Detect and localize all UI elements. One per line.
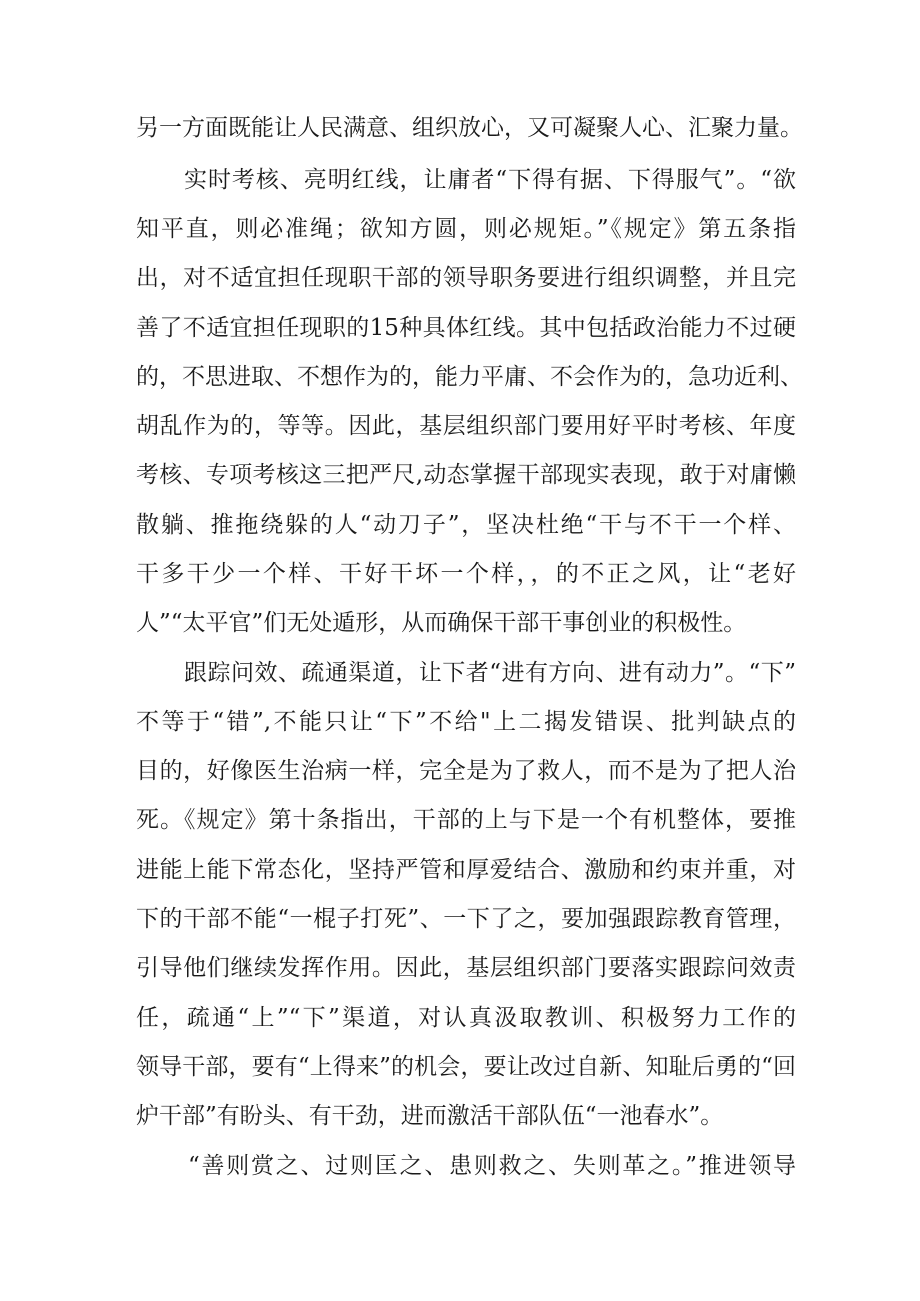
text-line: 另一方面既能让人民满意、组织放心，又可凝聚人心、汇聚力量。: [136, 115, 803, 141]
text-line: 的，不思进取、不想作为的，能力平庸、不会作为的，急功近利、: [136, 364, 803, 390]
text-line: 考核、专项考核这三把严尺,动态掌握干部现实表现，敢于对庸懒: [136, 462, 796, 488]
text-line: 目的，好像医生治病一样，完全是为了救人，而不是为了把人治: [136, 758, 796, 784]
text-line: 炉干部”有盼头、有干劲，进而激活干部队伍“一池春水”。: [136, 1103, 724, 1129]
text-line: 死。《规定》第十条指出，干部的上与下是一个有机整体，要推: [136, 807, 796, 833]
text-line: 善了不适宜担任现职的15种具体红线。其中包括政治能力不过硬: [136, 315, 796, 341]
paragraph-start-line: 实时考核、亮明红线，让庸者“下得有据、下得服气”。“欲: [184, 167, 796, 193]
text-line: 下的干部不能“一棍子打死”、一下了之，要加强跟踪教育管理，: [136, 906, 796, 932]
text-line: 散躺、推拖绕躲的人“动刀子”，坚决杜绝“干与不干一个样、: [136, 512, 796, 538]
text-line: 知平直，则必准绳；欲知方圆，则必规矩。”《规定》第五条指: [136, 216, 796, 242]
paragraph-start-line: “善则赏之、过则匡之、患则救之、失则革之。”推进领导: [188, 1153, 796, 1179]
text-line: 领导干部，要有“上得来”的机会，要让改过自新、知耻后勇的“回: [136, 1054, 796, 1080]
text-line: 进能上能下常态化，坚持严管和厚爱结合、激励和约束并重，对: [136, 857, 796, 883]
text-line: 人”“太平官”们无处遁形，从而确保干部干事创业的积极性。: [136, 610, 747, 636]
text-line: 干多干少一个样、干好干坏一个样，，的不正之风，让“老好: [136, 561, 796, 587]
paragraph-start-line: 跟踪问效、疏通渠道，让下者“进有方向、进有动力”。“下”: [184, 660, 796, 686]
text-line: 出，对不适宜担任现职干部的领导职务要进行组织调整，并且完: [136, 265, 796, 291]
text-line: 任，疏通“上”“下”渠道，对认真汲取教训、积极努力工作的: [136, 1005, 796, 1031]
text-line: 引导他们继续发挥作用。因此，基层组织部门要落实跟踪问效责: [136, 955, 796, 981]
text-line: 胡乱作为的，等等。因此，基层组织部门要用好平时考核、年度: [136, 413, 796, 439]
text-line: 不等于“错”,不能只让“下”不给"上二揭发错误、批判缺点的: [136, 709, 796, 735]
